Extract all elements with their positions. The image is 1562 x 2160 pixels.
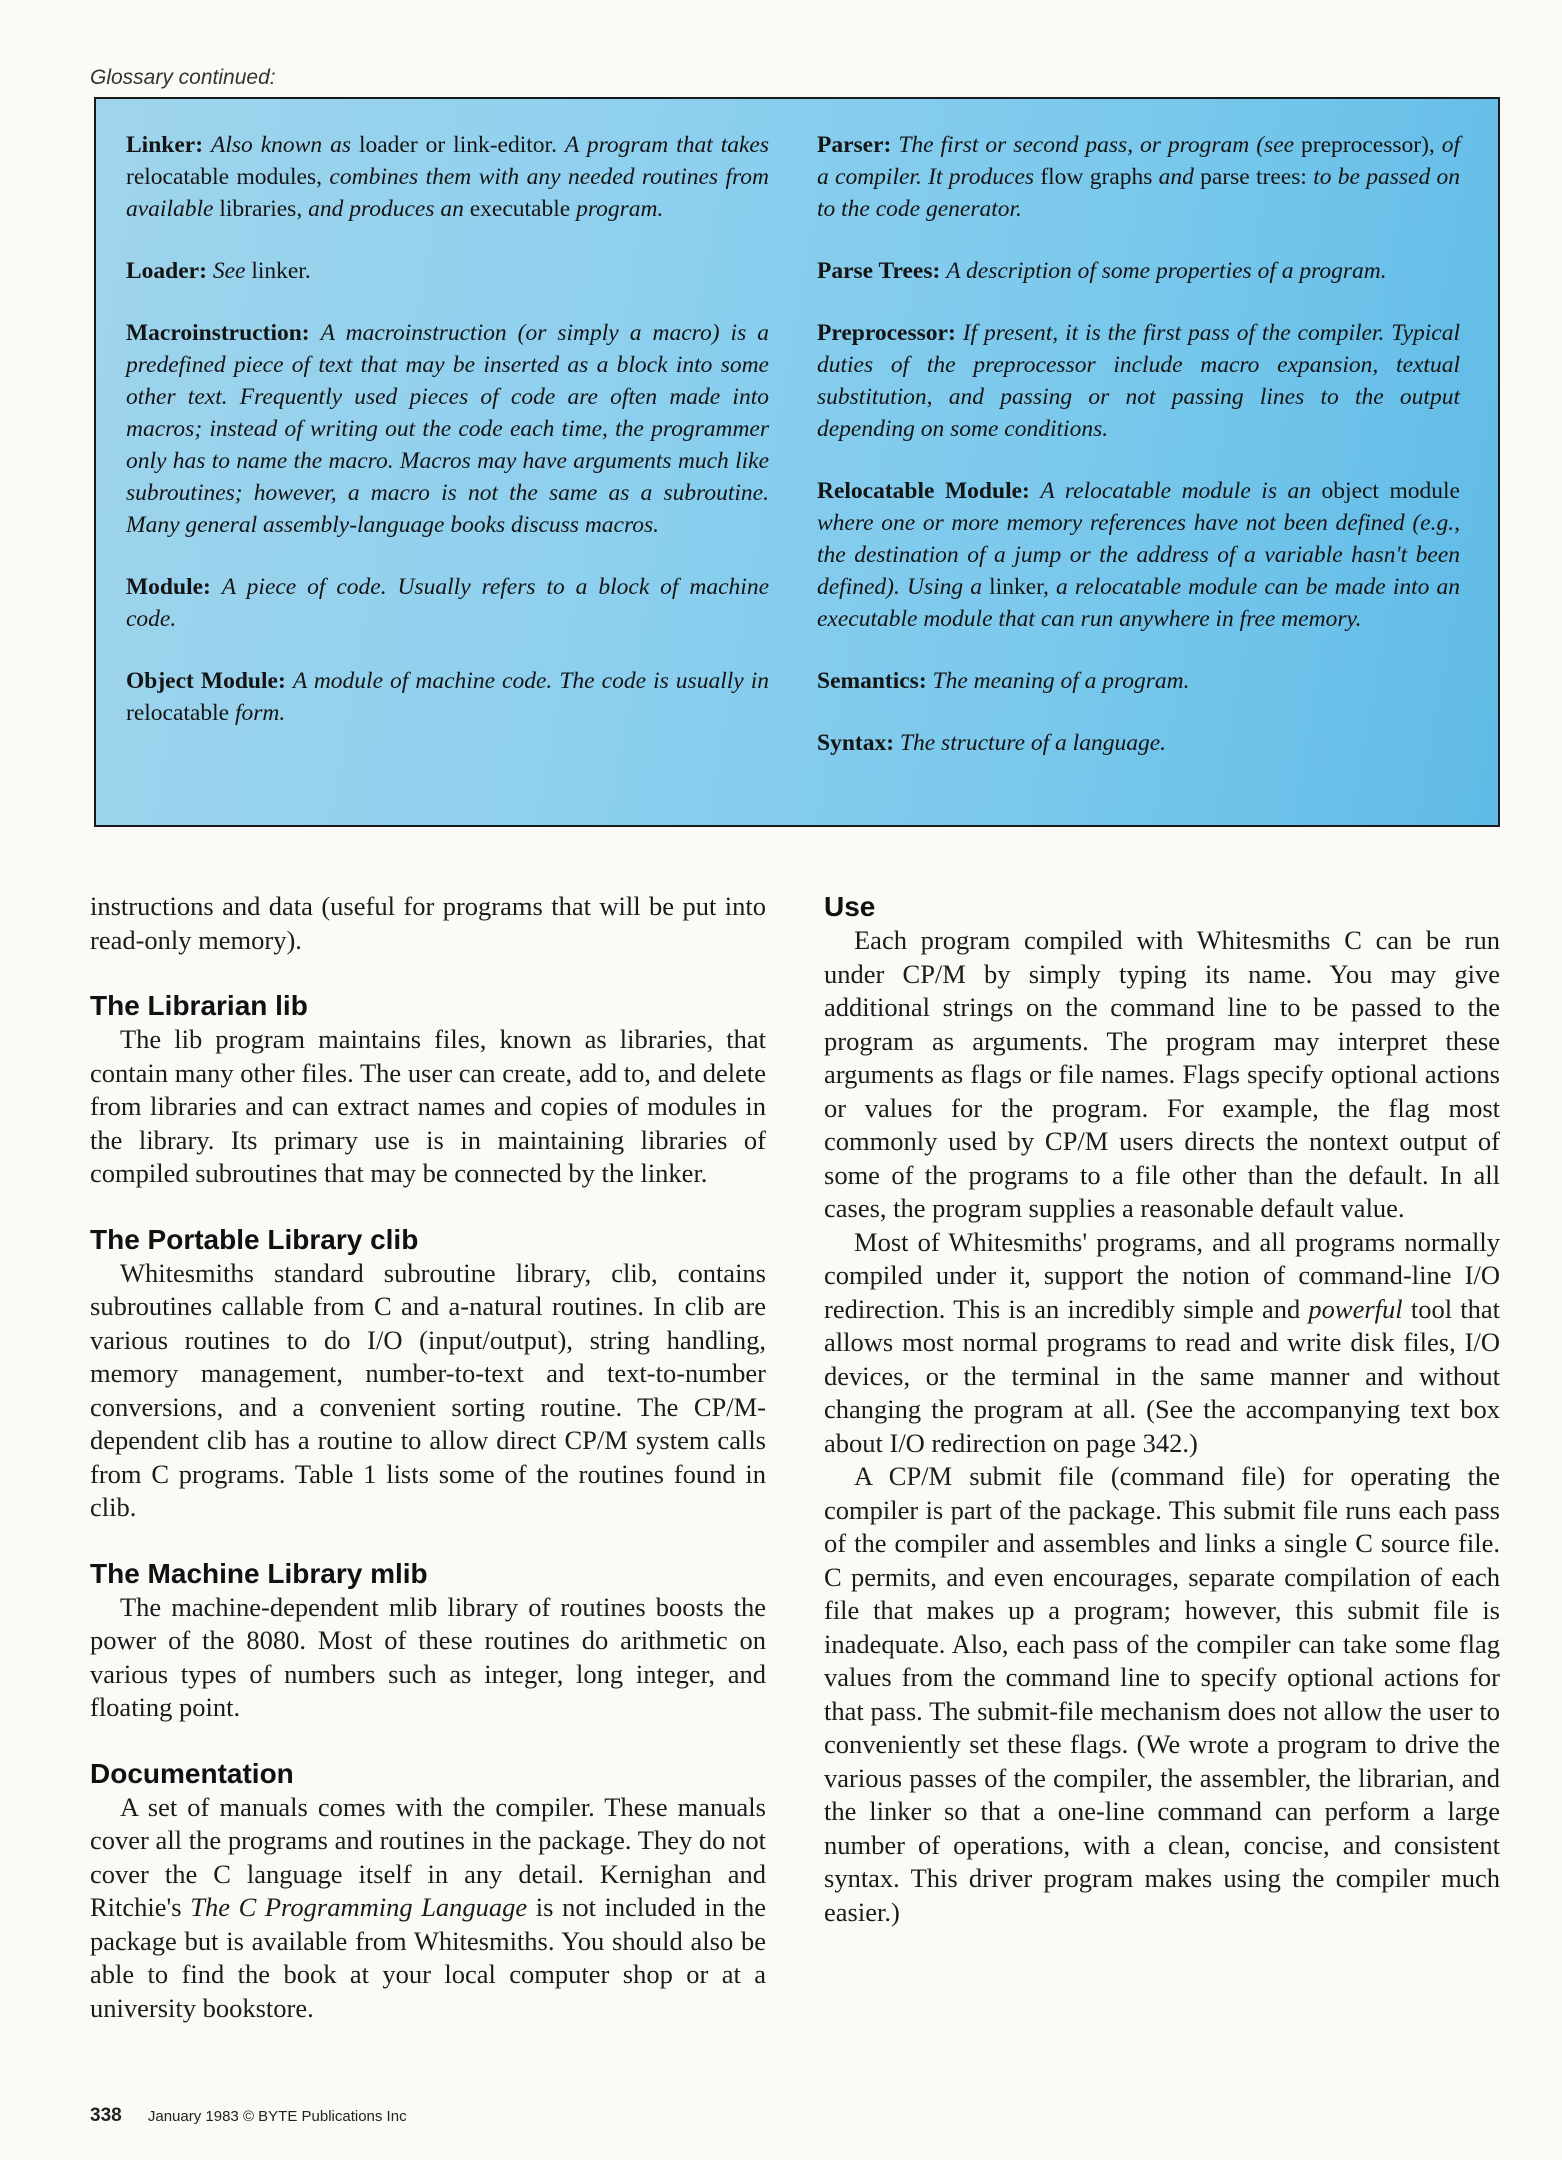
glossary-entry [817, 129, 1460, 225]
page-number: 338 [90, 2105, 122, 2126]
section-heading: The Machine Library mlib [90, 1557, 428, 1589]
glossary-definition-text: loader or link-editor. [350, 132, 565, 158]
glossary-right-column [817, 129, 1460, 825]
glossary-definition-text: executable [463, 196, 577, 222]
glossary-definition-text: The first or second pass, or program (see [898, 132, 1295, 158]
section-heading: Use [824, 891, 876, 922]
glossary-definition-text: to be passed on to the code generator. [817, 164, 1460, 222]
glossary-term: Linker: [126, 132, 204, 158]
glossary-definition-text: object module [1311, 478, 1460, 504]
emphasis-text: powerful [1308, 1293, 1403, 1324]
glossary-definition-text: libraries, [213, 196, 309, 222]
glossary-term: Parse Trees: [817, 258, 941, 284]
section-heading: The Librarian lib [90, 990, 308, 1021]
glossary-entry [817, 665, 1460, 697]
body-paragraph [90, 1591, 766, 1725]
glossary-term: Semantics: [817, 668, 927, 694]
page-footer [90, 2105, 407, 2127]
glossary-definition-text: A relocatable module is an [1040, 478, 1311, 504]
glossary-box [94, 97, 1500, 827]
glossary-entry [126, 129, 769, 225]
glossary-definition-text: and [1158, 164, 1194, 190]
glossary-definition-text: form. [234, 700, 286, 726]
glossary-definition-text: parse trees: [1193, 164, 1314, 190]
glossary-term: Relocatable Module: [817, 478, 1030, 504]
glossary-entry [817, 727, 1460, 759]
glossary-definition-text: A macroinstruction (or simply a macro) is a predefined piece of text that may be inserted as a block into some other text. Frequently used pieces of code are often made into macros; instead of writing out the code each time, the programmer only has to name the macro. Macros may have arguments much like subroutines; however, a macro is not the same as a subroutine. Many general assembly-language books discuss macros. [126, 320, 769, 538]
body-paragraph [90, 1257, 766, 1525]
body-paragraph [90, 1023, 766, 1191]
glossary-definition-text: where one or more memory references have not been defined (e.g., the destination of a jump or the address of a variable hasn't been defined). Using a [817, 510, 1460, 600]
paragraph-text: A CP/M submit file (command file) for operating the compiler is part of the package. This submit file runs each pass of the compiler and assembles and links a single C source file. C permits, and even encourages, separate compilation of each file that makes up a program; however, this submit file is inadequate. Also, each pass of the compiler can take some flag values from the command line to specify optional actions for that pass. The submit-file mechanism does not allow the user to conveniently set these flags. (We wrote a program to drive the various passes of the compiler, the assembler, the librarian, and the linker so that a one-line command can perform a large number of operations, with a clean, concise, and consistent syntax. This driver program makes using the compiler much easier.) [824, 1461, 1500, 1927]
glossary-definition-text: relocatable [126, 700, 235, 726]
paragraph-text: The lib program maintains files, known as libraries, that contain many other files. The user can create, add to, and delete from libraries and can extract names and copies of modules in the library. Its primary use is in maintaining libraries of compiled subroutines that may be connected by the linker. [90, 1024, 766, 1188]
body-paragraph [824, 1460, 1500, 1929]
glossary-definition-text: relocatable modules, [126, 164, 330, 190]
glossary-term: Parser: [817, 132, 892, 158]
glossary-definition-text: A piece of code. Usually refers to a block of machine code. [126, 574, 769, 632]
article-body [90, 890, 1500, 2090]
running-head: Glossary continued: [90, 66, 276, 89]
glossary-definition-text: Also known as [211, 132, 351, 158]
glossary-entry [126, 571, 769, 635]
article-right-column [824, 890, 1500, 2090]
body-paragraph [90, 1791, 766, 2026]
paragraph-text: Each program compiled with Whitesmiths C can be run under CP/M by simply typing its name. You may give additional strings on the command line to be passed to the program as arguments. The program may interpret these arguments as flags or file names. Flags specify optional actions or values for the program. For example, the flag most commonly used by CP/M users directs the nontext output of some of the programs to a file other than the default. In all cases, the program supplies a reasonable default value. [824, 925, 1500, 1223]
glossary-entry [817, 255, 1460, 287]
paragraph-text: tool that allows most normal programs to read and write disk files, I/O devices, or the terminal in the same manner and without changing the program at all. (See the accompanying text box about I/O redirection on page 342.) [824, 1293, 1500, 1458]
glossary-term: Preprocessor: [817, 320, 956, 346]
glossary-definition-text: combines them with any needed routines from available [126, 164, 770, 222]
section-heading: Documentation [90, 1757, 294, 1789]
body-paragraph [824, 924, 1500, 1226]
paragraph-text: Most of Whitesmiths' programs, and all programs normally compiled under it, support the notion of command-line I/O redirection. This is an incredibly simple and [824, 1226, 1500, 1324]
glossary-definition-text: See [212, 258, 246, 284]
glossary-entry [126, 317, 769, 541]
glossary-definition-text: flow graphs [1034, 164, 1159, 190]
article-left-column [90, 890, 766, 2090]
glossary-term: Object Module: [126, 668, 286, 694]
emphasis-text: The C Programming Language [190, 1892, 528, 1922]
glossary-entry [817, 475, 1460, 635]
paragraph-text: A set of manuals comes with the compiler. These manuals cover all the programs and routines in the package. They do not cover the C language itself in any detail. Kernighan and Ritchie's [90, 1791, 766, 1922]
glossary-definition-text: preprocessor), [1294, 132, 1442, 158]
paragraph-text: The machine-dependent mlib library of routines boosts the power of the 8080. Most of these routines do arithmetic on various types of numbers such as integer, long integer, and floating point. [90, 1591, 766, 1722]
glossary-definition-text: A module of machine code. The code is usually in [292, 668, 770, 694]
glossary-definition-text: of a compiler. It produces [817, 132, 1461, 190]
glossary-definition-text: If present, it is the first pass of the compiler. Typical duties of the preprocessor include macro expansion, textual substitution, and passing or not passing lines to the output depending on some conditions. [817, 320, 1461, 442]
glossary-term: Loader: [126, 258, 207, 284]
glossary-definition-text: A description of some properties of a program. [946, 258, 1387, 284]
glossary-term: Syntax: [817, 730, 895, 756]
glossary-entry [817, 317, 1460, 445]
footer-credit: January 1983 © BYTE Publications Inc [147, 2108, 407, 2125]
glossary-definition-text: program. [576, 196, 664, 222]
glossary-entry [126, 665, 769, 729]
paragraph-text: is not included in the package but is available from Whitesmiths. You should also be able to find the book at your local computer shop or at a university bookstore. [90, 1892, 766, 2023]
paragraph-text: Whitesmiths standard subroutine library, clib, contains subroutines callable from C and a-natural routines. In clib are various routines to do I/O (input/output), string handling, memory management, number-to-text and text-to-number conversions, and a convenient sorting routine. The CP/M-dependent clib has a routine to allow direct CP/M system calls from C programs. Table 1 lists some of the routines found in clib. [90, 1257, 766, 1522]
glossary-definition-text: The structure of a language. [899, 730, 1167, 756]
body-paragraph [824, 1226, 1500, 1461]
section-heading: The Portable Library clib [90, 1223, 419, 1255]
glossary-definition-text: and produces an [308, 196, 464, 222]
glossary-definition-text: The meaning of a program. [932, 668, 1190, 694]
glossary-definition-text: linker. [245, 258, 311, 284]
glossary-term: Macroinstruction: [126, 320, 310, 346]
glossary-entry [126, 255, 769, 287]
paragraph-text: instructions and data (useful for programs that will be put into read-only memory). [90, 891, 766, 955]
glossary-term: Module: [126, 574, 211, 600]
glossary-definition-text: a relocatable module can be made into an executable module that can run anywhere in free memory. [817, 574, 1461, 632]
body-paragraph [90, 890, 766, 957]
glossary-definition-text: A program that takes [564, 132, 769, 158]
glossary-left-column [126, 129, 769, 825]
glossary-definition-text: linker, [982, 574, 1057, 600]
